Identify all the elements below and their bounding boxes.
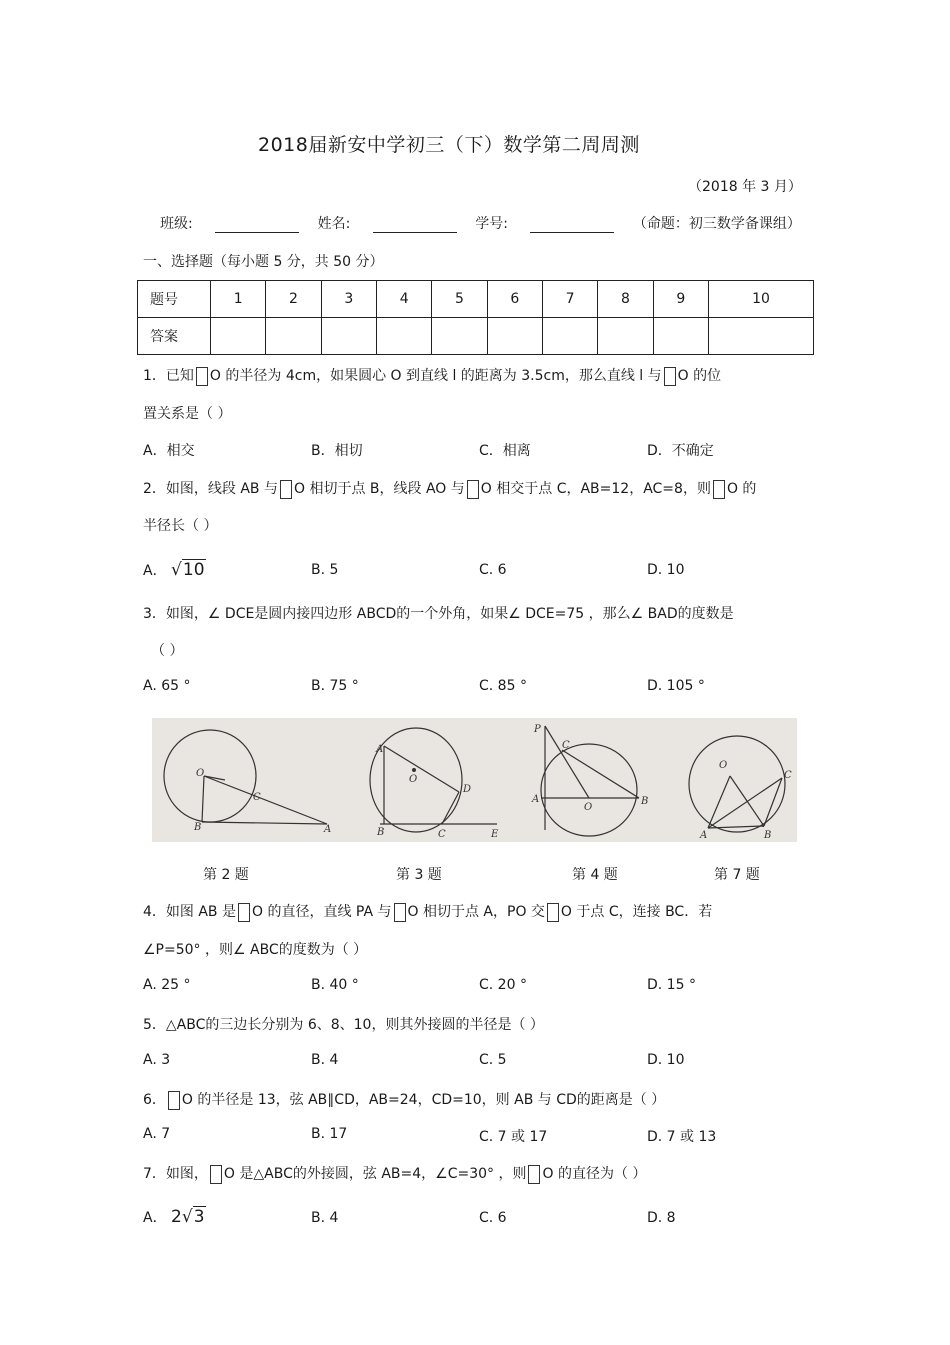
- fig4-label-p: P: [534, 724, 541, 735]
- q6-option-d[interactable]: D. 7 或 13: [647, 1129, 717, 1145]
- question-number: 5: [432, 281, 487, 318]
- q5-option-d[interactable]: D. 10: [647, 1052, 685, 1068]
- answer-cell[interactable]: [598, 318, 653, 355]
- fig7-label-a: A: [700, 830, 708, 841]
- fig2-label-a: A: [324, 824, 332, 835]
- q4-text: 4．如图 AB 是: [143, 904, 236, 920]
- q2-text: O 相切于点 B，线段 AO 与: [294, 481, 465, 497]
- fig4-label-o: O: [584, 802, 593, 813]
- q1-text: 1．已知: [143, 368, 194, 384]
- question-number: 2: [266, 281, 321, 318]
- circle-symbol-icon: [713, 480, 725, 499]
- table-row: [138, 281, 814, 318]
- answer-table: [137, 280, 814, 355]
- q7-option-d[interactable]: D. 8: [647, 1210, 676, 1226]
- question-1: [143, 365, 721, 386]
- circle-symbol-icon: [528, 1165, 540, 1184]
- fig2-label-b: B: [194, 822, 202, 833]
- radicand: 10: [182, 560, 205, 580]
- fig4-label-a: A: [532, 794, 540, 805]
- page-title: 2018届新安中学初三（下）数学第二周周测: [258, 134, 640, 156]
- q4-option-b[interactable]: B. 40 °: [311, 977, 359, 993]
- q1-option-a[interactable]: A．相交: [143, 443, 195, 459]
- answer-cell[interactable]: [708, 318, 813, 355]
- q4-option-d[interactable]: D. 15 °: [647, 977, 696, 993]
- answer-cell[interactable]: [211, 318, 266, 355]
- question-number: 9: [653, 281, 708, 318]
- q5-option-a[interactable]: A. 3: [143, 1052, 171, 1068]
- coefficient: 2: [171, 1207, 182, 1227]
- q6-option-a[interactable]: A. 7: [143, 1126, 171, 1142]
- q2-option-a[interactable]: [143, 560, 206, 580]
- circle-symbol-icon: [394, 903, 406, 922]
- circle-symbol-icon: [547, 903, 559, 922]
- q2-option-d[interactable]: D. 10: [647, 562, 685, 578]
- answer-cell[interactable]: [432, 318, 487, 355]
- figure-4: [531, 724, 648, 836]
- caption-fig3: 第 3 题: [396, 867, 442, 883]
- q7-option-c[interactable]: C. 6: [479, 1210, 507, 1226]
- sqrt-icon: √: [171, 560, 182, 580]
- q3-option-a[interactable]: A. 65 °: [143, 678, 191, 694]
- question-number: 3: [321, 281, 376, 318]
- fig4-label-b: B: [641, 796, 649, 807]
- q2-text: O 相交于点 C，AB=12，AC=8，则: [480, 481, 711, 497]
- caption-fig7: 第 7 题: [714, 867, 760, 883]
- date: （2018 年 3 月）: [688, 179, 802, 195]
- q1-line2: 置关系是（ ）: [143, 406, 232, 422]
- fig2-label-o: O: [196, 768, 205, 779]
- circle-symbol-icon: [238, 903, 250, 922]
- q6-option-b[interactable]: B. 17: [311, 1126, 348, 1142]
- q4-line2: ∠P=50° ，则∠ ABC的度数为（ ）: [143, 942, 368, 958]
- q6-text: O 的半径是 13，弦 AB∥CD，AB=24，CD=10，则 AB 与 CD的距离是（ ）: [181, 1092, 666, 1108]
- question-number: 10: [708, 281, 813, 318]
- fig3-label-c: C: [438, 829, 446, 840]
- circle-symbol-icon: [664, 367, 676, 386]
- circle-symbol-icon: [196, 367, 208, 386]
- question-6: [143, 1089, 665, 1110]
- question-number: 1: [211, 281, 266, 318]
- circle-symbol-icon: [467, 480, 479, 499]
- caption-fig4: 第 4 题: [572, 867, 618, 883]
- q7-option-a[interactable]: [143, 1207, 206, 1227]
- q7-text: 7．如图，: [143, 1166, 208, 1182]
- table-row: [138, 318, 814, 355]
- q3-option-d[interactable]: D. 105 °: [647, 678, 705, 694]
- question-number: 6: [487, 281, 542, 318]
- q2-option-b[interactable]: B. 5: [311, 562, 339, 578]
- q4-text: O 的直径，直线 PA 与: [252, 904, 392, 920]
- fig3-label-a: A: [376, 744, 384, 755]
- q1-option-b[interactable]: B．相切: [311, 443, 363, 459]
- q1-option-d[interactable]: D．不确定: [647, 443, 714, 459]
- q4-text: O 于点 C，连接 BC．若: [560, 904, 713, 920]
- q1-text: O 的位: [677, 368, 722, 384]
- circle-symbol-icon: [280, 480, 292, 499]
- q3-option-c[interactable]: C. 85 °: [479, 678, 527, 694]
- q4-text: O 相切于点 A，PO 交: [407, 904, 545, 920]
- q6-text: 6．: [143, 1092, 166, 1108]
- fig2-label-c: C: [253, 792, 261, 803]
- figures-photo: [152, 718, 797, 842]
- q4-option-c[interactable]: C. 20 °: [479, 977, 527, 993]
- q7-option-b[interactable]: B. 4: [311, 1210, 339, 1226]
- question-4: [143, 901, 712, 922]
- sqrt-icon: √: [181, 1207, 193, 1227]
- section-heading: 一、选择题（每小题 5 分，共 50 分）: [143, 254, 384, 270]
- q4-option-a[interactable]: A. 25 °: [143, 977, 191, 993]
- question-7: [143, 1163, 646, 1184]
- name-label: 姓名:: [317, 216, 351, 232]
- question-3: 3．如图，∠ DCE是圆内接四边形 ABCD的一个外角，如果∠ DCE=75 ，那么∠ BAD的度数是: [143, 606, 734, 622]
- radicand: 3: [193, 1207, 205, 1227]
- answer-cell[interactable]: [321, 318, 376, 355]
- option-prefix: A．: [143, 563, 167, 579]
- q6-option-c[interactable]: C. 7 或 17: [479, 1129, 548, 1145]
- table-answer-label: 答案: [138, 318, 211, 355]
- id-label: 学号:: [475, 216, 508, 232]
- answer-cell[interactable]: [376, 318, 431, 355]
- q3-line2: （ ）: [151, 643, 184, 659]
- id-field[interactable]: [530, 218, 614, 233]
- figure-3: [370, 728, 499, 840]
- q1-text: O 的半径为 4cm，如果圆心 O 到直线 l 的距离为 3.5cm，那么直线 l 与: [209, 368, 662, 384]
- class-field[interactable]: [215, 218, 299, 233]
- fig3-label-o: O: [409, 774, 418, 785]
- q7-text: O 是△ABC的外接圆，弦 AB=4，∠C=30° ，则: [223, 1166, 527, 1182]
- q2-text: 2．如图，线段 AB 与: [143, 481, 278, 497]
- question-number: 4: [376, 281, 431, 318]
- fig4-label-c: C: [562, 740, 570, 751]
- circle-symbol-icon: [168, 1091, 180, 1110]
- name-field[interactable]: [373, 218, 457, 233]
- q5-option-c[interactable]: C. 5: [479, 1052, 507, 1068]
- answer-cell[interactable]: [266, 318, 321, 355]
- student-info-row: [160, 213, 801, 233]
- answer-cell[interactable]: [653, 318, 708, 355]
- question-2: [143, 478, 756, 499]
- answer-cell[interactable]: [542, 318, 597, 355]
- q2-line2: 半径长（ ）: [143, 518, 218, 534]
- q5-option-b[interactable]: B. 4: [311, 1052, 339, 1068]
- question-5: 5．△ABC的三边长分别为 6、8、10，则其外接圆的半径是（ ）: [143, 1017, 544, 1033]
- q7-text: O 的直径为（ ）: [542, 1166, 647, 1182]
- q2-option-c[interactable]: C. 6: [479, 562, 507, 578]
- q3-option-b[interactable]: B. 75 °: [311, 678, 359, 694]
- caption-fig2: 第 2 题: [203, 867, 249, 883]
- fig3-label-e: E: [491, 829, 499, 840]
- fig3-label-b: B: [377, 827, 385, 838]
- table-header-label: 题号: [138, 281, 211, 318]
- option-prefix: A．: [143, 1210, 167, 1226]
- fig3-label-d: D: [463, 784, 472, 795]
- question-number: 7: [542, 281, 597, 318]
- fig7-label-c: C: [784, 770, 792, 781]
- fig7-label-o: O: [719, 760, 728, 771]
- fig7-label-b: B: [764, 830, 772, 841]
- circle-symbol-icon: [210, 1165, 222, 1184]
- figure-2: [164, 730, 331, 835]
- author: （命题：初三数学备课组）: [632, 216, 801, 232]
- q1-option-c[interactable]: C．相离: [479, 443, 531, 459]
- figures-svg: [152, 718, 797, 842]
- figure-7: [689, 736, 792, 841]
- answer-cell[interactable]: [487, 318, 542, 355]
- question-number: 8: [598, 281, 653, 318]
- class-label: 班级:: [160, 216, 193, 232]
- q2-text: O 的: [726, 481, 757, 497]
